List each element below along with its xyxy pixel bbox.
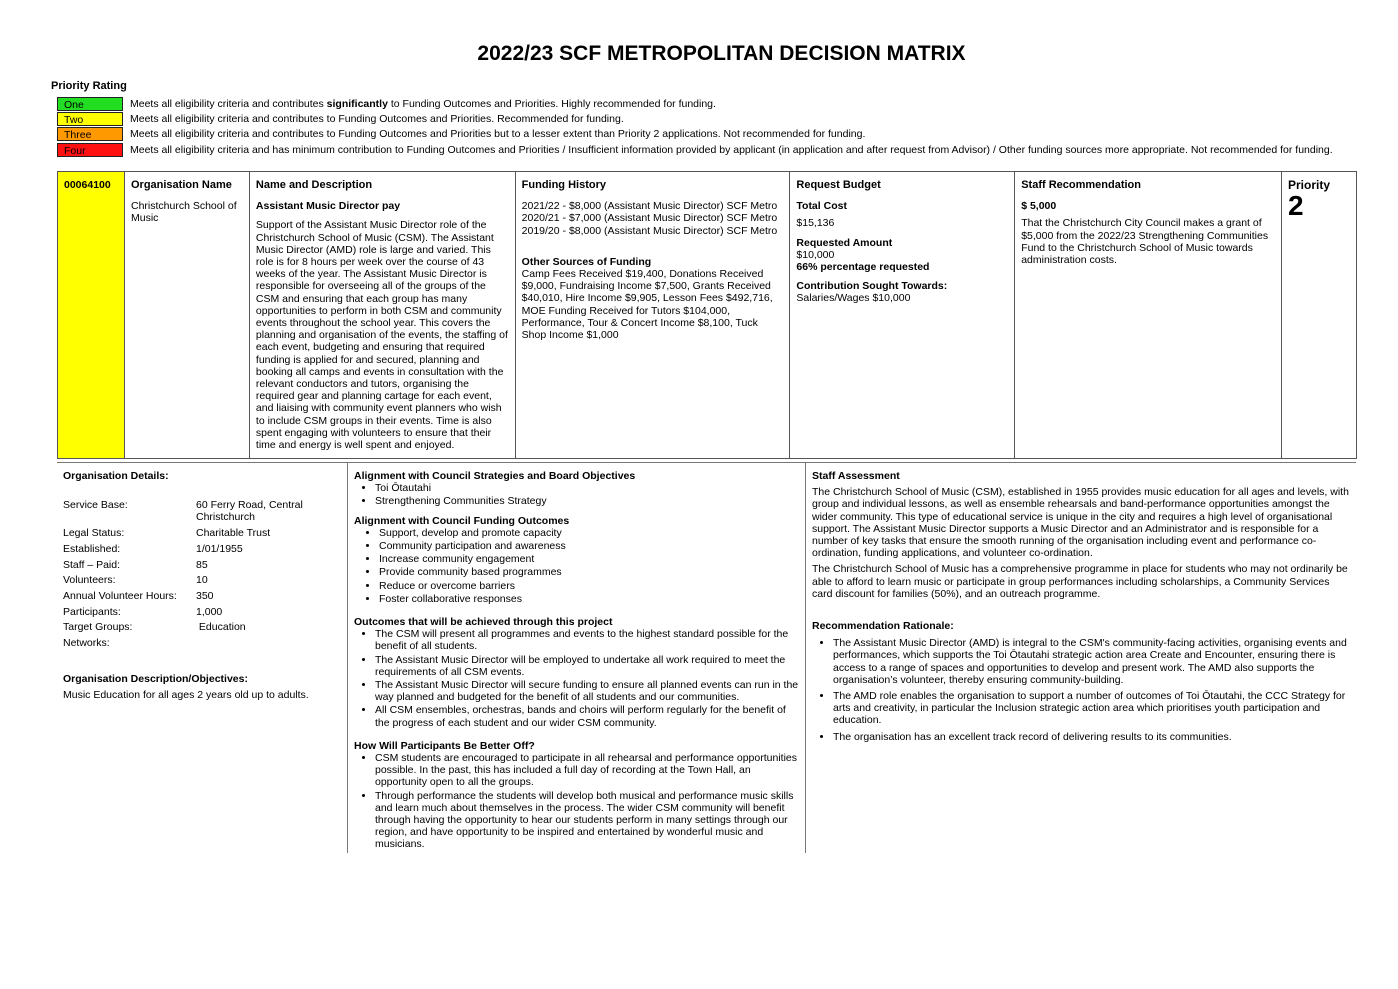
list-item: • The Assistant Music Director will secure funding to ensure all planned events can run in the way planned and budgeted for the benefit of all students and our communities. bbox=[375, 679, 799, 703]
priority-level-badge: Four bbox=[57, 143, 123, 157]
rationale-heading: Recommendation Rationale: bbox=[812, 620, 954, 633]
org-detail-label: Legal Status: bbox=[63, 527, 125, 540]
priority-cell bbox=[1281, 172, 1356, 459]
priority-value: 2 bbox=[1287, 190, 1304, 222]
contribution-label: Contribution Sought Towards: bbox=[796, 280, 948, 293]
funding-history-line: 2019/20 - $8,000 (Assistant Music Director) SCF Metro bbox=[521, 224, 778, 237]
project-outcomes-heading: Outcomes that will be achieved through this project bbox=[354, 616, 613, 629]
details-section bbox=[57, 462, 1356, 853]
strategies-heading: Alignment with Council Strategies and Board Objectives bbox=[354, 470, 636, 482]
staff-recommendation-cell bbox=[1015, 172, 1282, 459]
org-name-header: Organisation Name bbox=[130, 179, 232, 191]
priority-level-description bbox=[130, 143, 1333, 157]
project-outcomes-list bbox=[354, 628, 799, 729]
list-item: • The organisation has an excellent track record of delivering results to its communities. bbox=[833, 731, 1350, 743]
list-item: • Strengthening Communities Strategy bbox=[375, 495, 799, 507]
funding-history-line: 2021/22 - $8,000 (Assistant Music Director) SCF Metro bbox=[521, 200, 778, 213]
priority-level-badge: Three bbox=[57, 127, 123, 141]
org-detail-label: Service Base: bbox=[63, 499, 128, 512]
list-item: • The Assistant Music Director will be employed to undertake all work required to meet the requirements of all CSM events. bbox=[375, 654, 799, 678]
list-item: • Increase community engagement bbox=[379, 553, 799, 565]
list-item: • All CSM ensembles, orchestras, bands and choirs will perform regularly for the benefit of the progress of each student and our wider CSM community. bbox=[375, 704, 799, 728]
org-detail-value: Charitable Trust bbox=[196, 527, 271, 540]
list-item: • Community participation and awareness bbox=[379, 540, 799, 552]
org-detail-row bbox=[63, 606, 341, 618]
better-off-list bbox=[354, 752, 799, 851]
strategies-list bbox=[354, 482, 799, 507]
priority-description-text: Meets all eligibility criteria and contributes to Funding Outcomes and Priorities. Recommended for funding. bbox=[130, 113, 624, 125]
application-id: 00064100 bbox=[64, 179, 111, 191]
list-item: • The Assistant Music Director (AMD) is integral to the CSM's community-facing activities, organising events and performances, which supports the Toi Ōtautahi strategic action area Create and Encounter, ensuring there is access to a range of spaces and opportunities to develop and present work. The AMD also supports the organisation’s volunteer, thereby ensuring community-building. bbox=[833, 637, 1350, 686]
org-detail-value bbox=[196, 637, 341, 649]
better-off-heading: How Will Participants Be Better Off? bbox=[354, 739, 535, 752]
priority-description-text: Meets all eligibility criteria and contributes to Funding Outcomes and Priorities but to a lesser extent than Priority 2 applications. Not recommended for funding. bbox=[130, 128, 866, 140]
list-item: • Through performance the students will develop both musical and performance music skills and learn much about themselves in the process. The wider CSM community will benefit through having the opportunity to hear our students perform in many settings through our region, and have opportunity to be inspired and entertained by wonderful music and musicians. bbox=[375, 790, 799, 851]
total-cost: $15,136 bbox=[796, 217, 835, 230]
org-description-heading: Organisation Description/Objectives: bbox=[63, 672, 248, 685]
name-description-header: Name and Description bbox=[255, 179, 373, 191]
project-description: Support of the Assistant Music Director role of the Christchurch School of Music (CSM). The Assistant Music Director (AMD) role is large and varied. This role is for 8 hours per week over the course of 43 weeks of the year. The Assistant Music Director is responsible for overseeing all of the groups of the CSM and ensuring that each group has many opportunities to perform in both CSM and community events throughout the school year. This covers the planning and organisation of the events, the staffing of each event, budgeting and ensuring that required funding is applied for and secured, planning and booking all camps and events in consultation with the relevant conductors and tutors, organising the required gear and planning cartage for each event, and liaising with community event planners who wish to include CSM groups in their events. Time is also spent engaging with volunteers to ensure that their time and energy is well spent and enjoyed. bbox=[255, 219, 508, 452]
priority-level-badge: One bbox=[57, 97, 123, 111]
application-id-cell bbox=[58, 172, 125, 459]
request-budget-header: Request Budget bbox=[796, 179, 881, 191]
funding-outcomes-list bbox=[354, 527, 799, 605]
priority-level-description bbox=[130, 97, 716, 111]
org-detail-value: 60 Ferry Road, Central Christchurch bbox=[196, 499, 306, 524]
priority-description-text: Meets all eligibility criteria and contributes bbox=[130, 98, 327, 110]
org-details-heading: Organisation Details: bbox=[63, 470, 169, 482]
org-detail-label: Participants: bbox=[63, 605, 121, 618]
org-description: Music Education for all ages 2 years old up to adults. bbox=[63, 688, 309, 701]
list-item: • The CSM will present all programmes and events to the highest standard possible for the benefit of all students. bbox=[375, 628, 799, 652]
application-table bbox=[57, 171, 1357, 459]
org-detail-row bbox=[63, 559, 341, 571]
priority-description-text: Meets all eligibility criteria and has minimum contribution to Funding Outcomes and Priorities / Insufficient information provided by applicant (in application and after request from Advisor) / Other funding sources more appropriate. Not recommended for funding. bbox=[130, 144, 1333, 156]
percentage-requested: 66% percentage requested bbox=[796, 261, 930, 274]
funding-outcomes-heading: Alignment with Council Funding Outcomes bbox=[354, 514, 570, 527]
requested-amount-label: Requested Amount bbox=[796, 236, 893, 249]
org-detail-label: Established: bbox=[63, 542, 121, 555]
org-detail-row bbox=[63, 527, 341, 539]
org-detail-label: Volunteers: bbox=[63, 574, 116, 587]
priority-level-description bbox=[130, 127, 865, 141]
staff-recommended-amount: $ 5,000 bbox=[1021, 200, 1057, 213]
priority-header: Priority bbox=[1287, 178, 1330, 192]
list-item: • Provide community based programmes bbox=[379, 566, 799, 578]
staff-assessment-column bbox=[805, 463, 1356, 853]
staff-assessment-heading: Staff Assessment bbox=[812, 470, 900, 482]
org-detail-row bbox=[63, 499, 341, 523]
org-detail-value: Education bbox=[196, 621, 246, 634]
other-sources: Camp Fees Received $19,400, Donations Received $9,000, Fundraising Income $7,500, Grants Received $40,010, Hire Income $9,905, Lesson Fees $492,716, MOE Funding Received for Tutors $104,000, Performance, Tour & Concert Income $8,100, Tuck Shop Income $1,000 bbox=[521, 268, 773, 342]
requested-amount: $10,000 bbox=[796, 248, 835, 261]
assessment-paragraph: The Christchurch School of Music has a comprehensive programme in place for students who may not ordinarily be able to afford to learn music or participate in group performances including scholarships, a Community Services card discount for families (50%), and an outreach programme. bbox=[812, 563, 1348, 600]
funding-history-cell bbox=[515, 172, 790, 459]
other-sources-header: Other Sources of Funding bbox=[521, 255, 652, 268]
contribution: Salaries/Wages $10,000 bbox=[796, 292, 911, 305]
alignment-column bbox=[347, 463, 805, 853]
page-title: 2022/23 SCF METROPOLITAN DECISION MATRIX bbox=[477, 42, 966, 65]
project-name: Assistant Music Director pay bbox=[255, 200, 401, 213]
priority-description-text: to Funding Outcomes and Priorities. Highly recommended for funding. bbox=[387, 98, 716, 110]
staff-recommendation-header: Staff Recommendation bbox=[1021, 179, 1141, 191]
org-detail-value: 1/01/1955 bbox=[196, 542, 243, 555]
org-detail-row bbox=[63, 574, 341, 586]
org-detail-label: Staff – Paid: bbox=[63, 558, 121, 571]
priority-description-emphasis: significantly bbox=[326, 98, 388, 110]
list-item: • The AMD role enables the organisation to support a number of outcomes of Toi Ōtautahi, the CCC Strategy for arts and creativity, in particular the Inclusion strategic action area which prioritises youth participation and education. bbox=[833, 690, 1350, 727]
org-detail-value: 1,000 bbox=[196, 605, 223, 618]
funding-history-header: Funding History bbox=[521, 179, 606, 191]
name-description-cell bbox=[249, 172, 515, 459]
list-item: • Foster collaborative responses bbox=[379, 593, 799, 605]
list-item: • CSM students are encouraged to participate in all rehearsal and performance opportunities possible. In the past, this has included a full day of recording at the Town Hall, an opportunity open to all the groups. bbox=[375, 752, 799, 789]
org-name: Christchurch School of Music bbox=[130, 200, 237, 225]
organisation-details bbox=[57, 463, 347, 853]
list-item: • Support, develop and promote capacity bbox=[379, 527, 799, 539]
priority-rating-heading: Priority Rating bbox=[51, 80, 127, 92]
priority-level-description bbox=[130, 112, 624, 126]
request-budget-cell bbox=[790, 172, 1015, 459]
org-detail-value: 350 bbox=[196, 589, 214, 602]
total-cost-label: Total Cost bbox=[796, 200, 847, 213]
org-detail-row bbox=[63, 621, 341, 633]
staff-recommendation-text: That the Christchurch City Council makes a grant of $5,000 from the 2022/23 Strengthening Communities Fund to the Christchurch School of Music towards administration costs. bbox=[1021, 217, 1269, 267]
org-detail-value: 10 bbox=[196, 574, 208, 587]
org-detail-label: Target Groups: bbox=[63, 621, 133, 634]
org-detail-row bbox=[63, 637, 341, 649]
priority-level-badge: Two bbox=[57, 112, 123, 126]
org-detail-row bbox=[63, 543, 341, 555]
org-detail-label: Networks: bbox=[63, 637, 110, 650]
org-name-cell bbox=[124, 172, 249, 459]
list-item: • Toi Ōtautahi bbox=[375, 482, 799, 494]
funding-history-line: 2020/21 - $7,000 (Assistant Music Director) SCF Metro bbox=[521, 212, 778, 225]
rationale-list bbox=[812, 637, 1350, 743]
org-detail-row bbox=[63, 590, 341, 602]
org-detail-value: 85 bbox=[196, 558, 208, 571]
org-detail-label: Annual Volunteer Hours: bbox=[63, 589, 177, 602]
assessment-paragraph: The Christchurch School of Music (CSM), established in 1955 provides music education for all ages and levels, with group and individual lessons, as well as ensemble rehearsals and band-performance opportunities amongst the wider community. This type of educational service is unique in the city and requires a high level of organisational support. The Assistant Music Director supports a Music Director and an Administrator and is responsible for a number of key tasks that ensure the smooth running of the organisation including event and performance co-ordination, funding applications, and volunteer co-ordination. bbox=[812, 486, 1349, 560]
list-item: • Reduce or overcome barriers bbox=[379, 580, 799, 592]
